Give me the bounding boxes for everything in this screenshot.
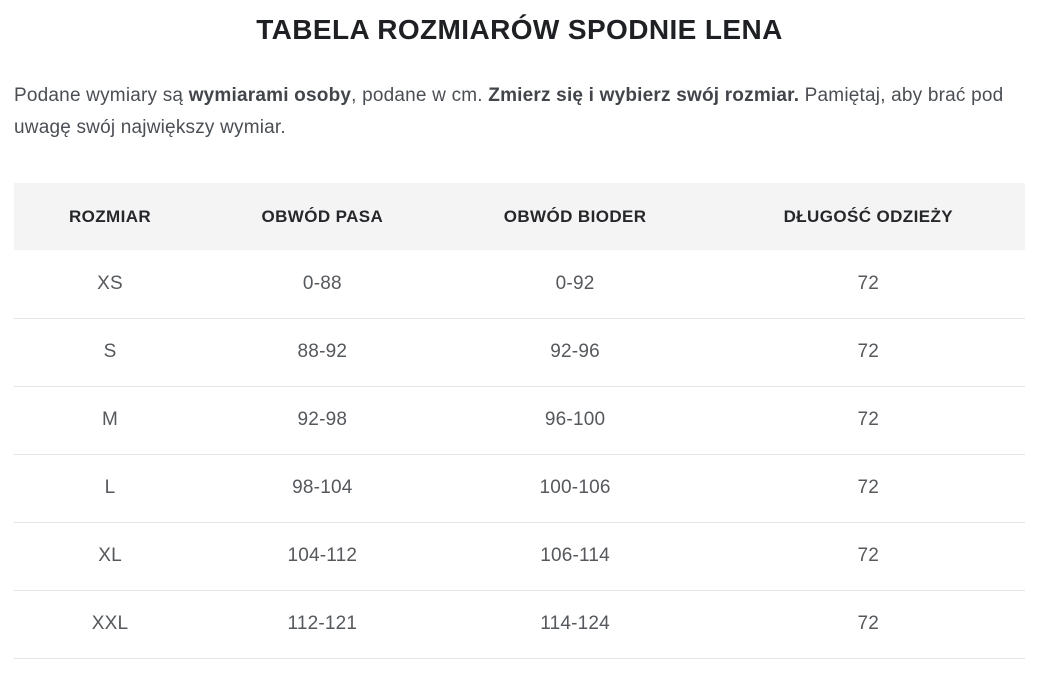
cell-hips: 0-92 <box>439 250 712 318</box>
column-header-size: ROZMIAR <box>14 183 206 250</box>
intro-bold-person-measurements: wymiarami osoby <box>188 85 352 106</box>
cell-waist: 88-92 <box>206 318 439 386</box>
column-header-garment-length: DŁUGOŚĆ ODZIEŻY <box>712 183 1025 250</box>
table-header-row <box>14 183 1025 250</box>
cell-hips: 92-96 <box>439 318 712 386</box>
cell-waist: 0-88 <box>206 250 439 318</box>
column-header-waist: OBWÓD PASA <box>206 183 439 250</box>
column-header-hips: OBWÓD BIODER <box>439 183 712 250</box>
intro-bold-choose-size: Zmierz się i wybierz swój rozmiar. <box>488 85 800 106</box>
table-row-s <box>14 318 1025 386</box>
cell-waist: 98-104 <box>206 454 439 522</box>
cell-hips: 96-100 <box>439 386 712 454</box>
cell-size: XXL <box>14 590 206 658</box>
cell-length: 72 <box>712 318 1025 386</box>
cell-size: XL <box>14 522 206 590</box>
intro-segment-3: Pamiętaj, aby brać pod uwagę swój największy wymiar. <box>14 85 1004 138</box>
size-table <box>14 183 1025 659</box>
page-title: TABELA ROZMIARÓW SPODNIE LENA <box>256 14 783 45</box>
cell-size: S <box>14 318 206 386</box>
cell-size: M <box>14 386 206 454</box>
cell-length: 72 <box>712 250 1025 318</box>
cell-waist: 104-112 <box>206 522 439 590</box>
cell-length: 72 <box>712 386 1025 454</box>
intro-segment-1: Podane wymiary są <box>14 85 189 106</box>
table-row-m <box>14 386 1025 454</box>
cell-size: XS <box>14 250 206 318</box>
intro-segment-2: , podane w cm. <box>351 85 489 106</box>
cell-waist: 92-98 <box>206 386 439 454</box>
cell-length: 72 <box>712 454 1025 522</box>
cell-size: L <box>14 454 206 522</box>
cell-hips: 106-114 <box>439 522 712 590</box>
table-row-xxl <box>14 590 1025 658</box>
cell-length: 72 <box>712 522 1025 590</box>
table-row-l <box>14 454 1025 522</box>
cell-waist: 112-121 <box>206 590 439 658</box>
cell-hips: 100-106 <box>439 454 712 522</box>
intro-text <box>14 80 1025 144</box>
cell-hips: 114-124 <box>439 590 712 658</box>
cell-length: 72 <box>712 590 1025 658</box>
table-row-xl <box>14 522 1025 590</box>
table-row-xs <box>14 250 1025 318</box>
